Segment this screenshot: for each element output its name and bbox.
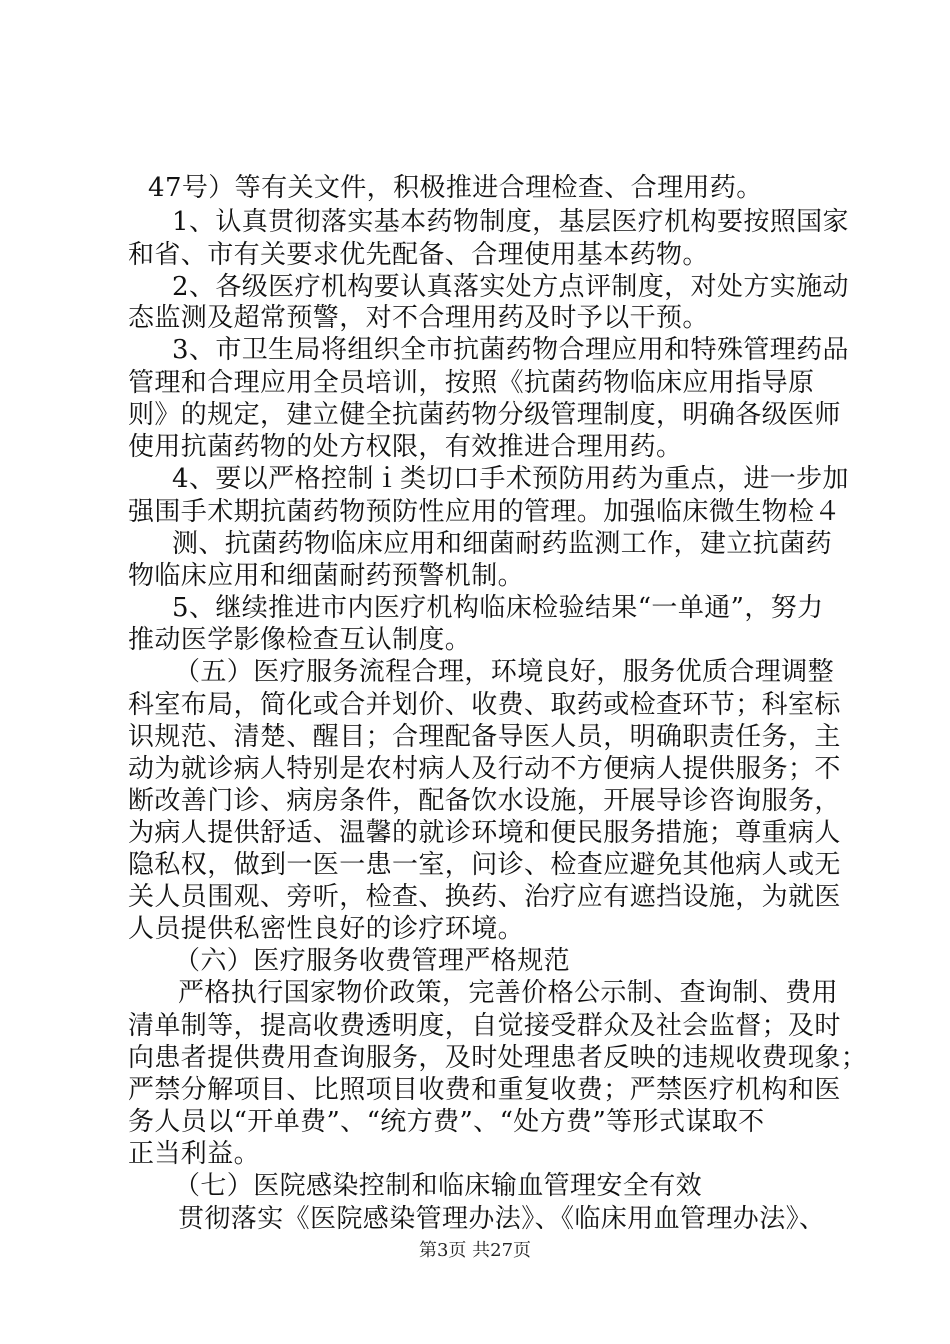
text-line: 47号）等有关文件，积极推进合理检查、合理用药。 xyxy=(148,173,763,203)
text-line: 隐私权，做到一医一患一室，问诊、检查应避免其他病人或无 xyxy=(128,850,841,880)
text-line: 贯彻落实《医院感染管理办法》、《临床用血管理办法》、 xyxy=(178,1204,826,1234)
text-line: 严禁分解项目、比照项目收费和重复收费；严禁医疗机构和医 xyxy=(128,1075,841,1105)
text-line: 为病人提供舒适、温馨的就诊环境和便民服务措施；尊重病人 xyxy=(128,818,841,848)
text-line: （五）医疗服务流程合理，环境良好，服务优质合理调整 xyxy=(174,657,835,687)
text-line: 动为就诊病人特别是农村病人及行动不方便病人提供服务；不 xyxy=(128,754,841,784)
text-line: 清单制等，提高收费透明度，自觉接受群众及社会监督；及时 xyxy=(128,1011,841,1041)
text-line: 人员提供私密性良好的诊疗环境。 xyxy=(128,914,525,944)
section-heading: （七）医院感染控制和临床输血管理安全有效 xyxy=(174,1171,703,1201)
text-line: 务人员以“开单费”、“统方费”、“处方费”等形式谋取不 xyxy=(128,1107,765,1137)
text-line: 正当利益。 xyxy=(128,1139,261,1169)
text-line: 2、各级医疗机构要认真落实处方点评制度，对处方实施动 xyxy=(172,272,849,302)
text-line: 则》的规定，建立健全抗菌药物分级管理制度，明确各级医师 xyxy=(128,400,841,430)
text-line: 物临床应用和细菌耐药预警机制。 xyxy=(128,561,525,591)
text-line: 管理和合理应用全员培训，按照《抗菌药物临床应用指导原 xyxy=(128,368,815,398)
text-line: 5、继续推进市内医疗机构临床检验结果“一单通”，努力 xyxy=(172,593,824,623)
text-line: 和省、市有关要求优先配备、合理使用基本药物。 xyxy=(128,240,709,270)
text-line: 推动医学影像检查互认制度。 xyxy=(128,625,472,655)
text-line: 向患者提供费用查询服务，及时处理患者反映的违规收费现象； xyxy=(128,1043,868,1073)
page-number-footer: 第3页 共27页 xyxy=(418,1240,532,1261)
text-line: 测、抗菌药物临床应用和细菌耐药监测工作，建立抗菌药 xyxy=(172,529,833,559)
text-line: 1、认真贯彻落实基本药物制度，基层医疗机构要按照国家 xyxy=(172,207,849,237)
text-line: 态监测及超常预警，对不合理用药及时予以干预。 xyxy=(128,303,709,333)
text-line: 3、市卫生局将组织全市抗菌药物合理应用和特殊管理药品 xyxy=(172,335,849,365)
text-line: 强围手术期抗菌药物预防性应用的管理。加强临床微生物检４ xyxy=(128,497,841,527)
text-line: 科室布局，简化或合并划价、收费、取药或检查环节；科室标 xyxy=(128,690,841,720)
text-line: 断改善门诊、病房条件，配备饮水设施，开展导诊咨询服务， xyxy=(128,786,841,816)
text-line: 严格执行国家物价政策，完善价格公示制、查询制、费用 xyxy=(178,978,839,1008)
text-line: 识规范、清楚、醒目；合理配备导医人员，明确职责任务，主 xyxy=(128,722,841,752)
text-line: 4、要以严格控制ｉ类切口手术预防用药为重点，进一步加 xyxy=(172,464,849,494)
text-line: 关人员围观、旁听，检查、换药、治疗应有遮挡设施，为就医 xyxy=(128,882,841,912)
text-line: 使用抗菌药物的处方权限，有效推进合理用药。 xyxy=(128,432,683,462)
section-heading: （六）医疗服务收费管理严格规范 xyxy=(174,946,571,976)
